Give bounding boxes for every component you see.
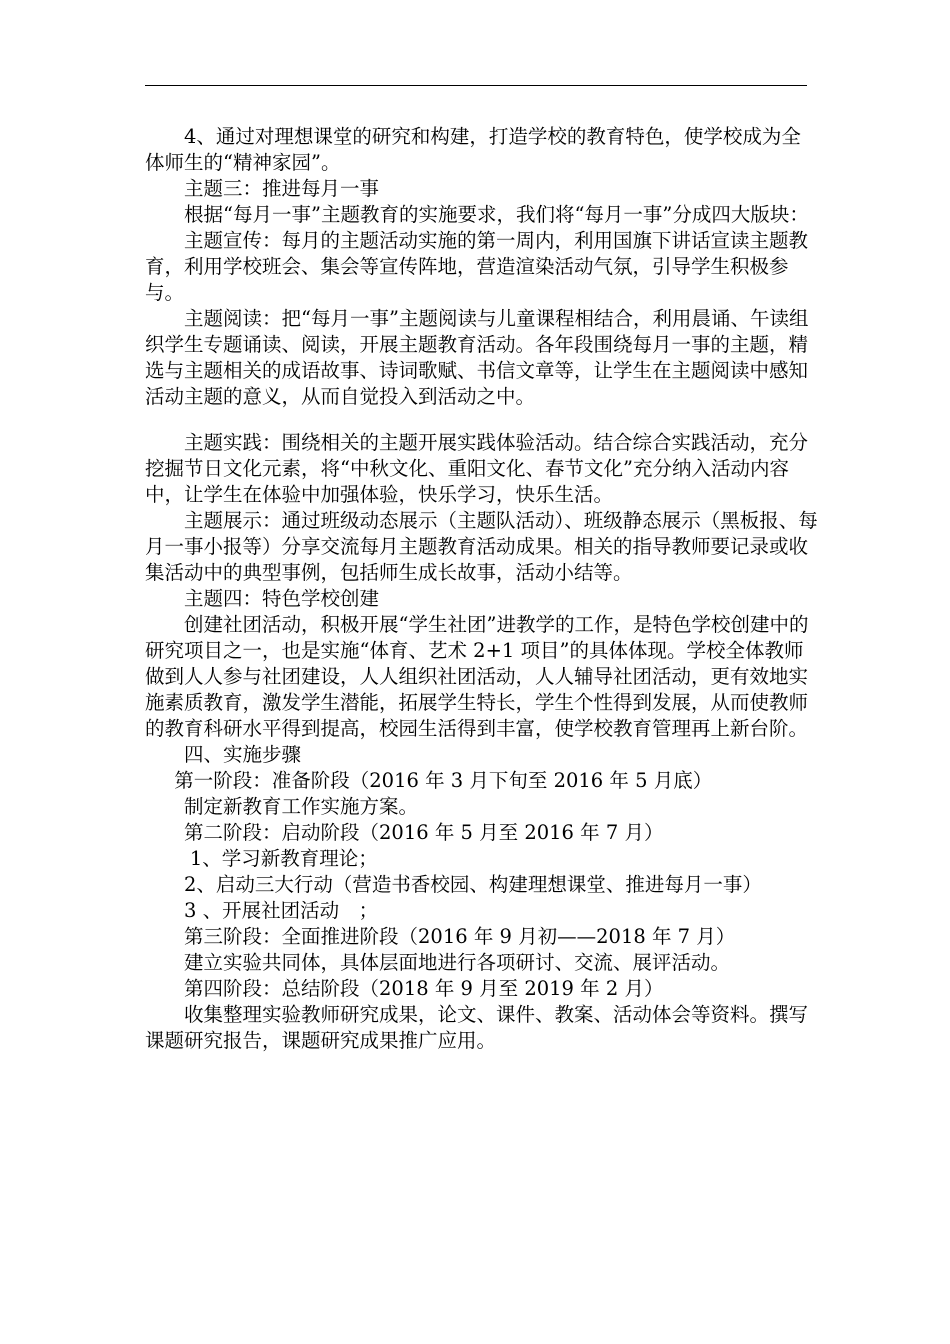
heading-implementation-steps: 四、实施步骤 — [184, 743, 302, 766]
heading-theme-3: 主题三：推进每月一事 — [184, 177, 380, 200]
heading-theme-4: 主题四：特色学校创建 — [184, 587, 380, 610]
paragraph-goal-4: 4、通过对理想课堂的研究和构建，打造学校的教育特色，使学校成为全体师生的“精神家园”。 — [145, 125, 801, 174]
paragraph-theme-display: 主题展示：通过班级动态展示（主题队活动）、班级静态展示（黑板报、每月一事小报等）分享交流每月主题教育活动成果。相关的指导教师要记录或收集活动中的典型事例，包括师生成长故事，活动小结等。 — [145, 509, 818, 584]
paragraph-theme-publicity: 主题宣传：每月的主题活动实施的第一周内，利用国旗下讲话宣读主题教育，利用学校班会、集会等宣传阵地，营造渲染活动气氛，引导学生积极参与。 — [145, 229, 809, 304]
stage-1-heading: 第一阶段：准备阶段（2016 年 3 月下旬至 2016 年 5 月底） — [174, 769, 713, 792]
stage-3-heading: 第三阶段：全面推进阶段（2016 年 9 月初——2018 年 7 月） — [184, 925, 736, 948]
stage-4-detail: 收集整理实验教师研究成果，论文、课件、教案、活动体会等资料。撰写课题研究报告，课题研究成果推广应用。 — [145, 1003, 809, 1052]
stage-3-detail: 建立实验共同体，具体层面地进行各项研讨、交流、展评活动。 — [184, 951, 731, 974]
stage-2-item-1: 1、学习新教育理论； — [189, 847, 378, 870]
stage-2-item-3: 3 、开展社团活动 ； — [184, 899, 379, 922]
paragraph-theme-practice: 主题实践：围绕相关的主题开展实践体验活动。结合综合实践活动，充分挖掘节日文化元素，将“中秋文化、重阳文化、春节文化”充分纳入活动内容中，让学生在体验中加强体验，快乐学习，快乐生活。 — [145, 431, 809, 506]
paragraph-gap — [145, 410, 820, 430]
stage-2-heading: 第二阶段：启动阶段（2016 年 5 月至 2016 年 7 月） — [184, 821, 664, 844]
paragraph-club-activities: 创建社团活动，积极开展“学生社团”进教学的工作，是特色学校创建中的研究项目之一，也是实施“体育、艺术 2+1 项目”的具体体现。学校全体教师做到人人参与社团建设，人人组织社团活动，人人辅导社团活动，更有效地实施素质教育，激发学生潜能，拓展学生特长，学生个性得到发展，从而使教师的教育科研水平得到提高，校园生活得到丰富，使学校教育管理再上新台阶。 — [145, 613, 809, 740]
paragraph-theme-reading: 主题阅读：把“每月一事”主题阅读与儿童课程相结合，利用晨诵、午读组织学生专题诵读、阅读，开展主题教育活动。各年段围绕每月一事的主题，精选与主题相关的成语故事、诗词歌赋、书信文章等，让学生在主题阅读中感知活动主题的意义，从而自觉投入到活动之中。 — [145, 307, 809, 408]
document-body — [145, 124, 820, 1054]
stage-2-item-2: 2、启动三大行动（营造书香校园、构建理想课堂、推进每月一事） — [184, 873, 762, 896]
paragraph-monthly-intro: 根据“每月一事”主题教育的实施要求，我们将“每月一事”分成四大版块： — [184, 203, 809, 226]
header-rule — [145, 85, 807, 86]
stage-1-detail: 制定新教育工作实施方案。 — [184, 795, 419, 818]
stage-4-heading: 第四阶段：总结阶段（2018 年 9 月至 2019 年 2 月） — [184, 977, 664, 1000]
